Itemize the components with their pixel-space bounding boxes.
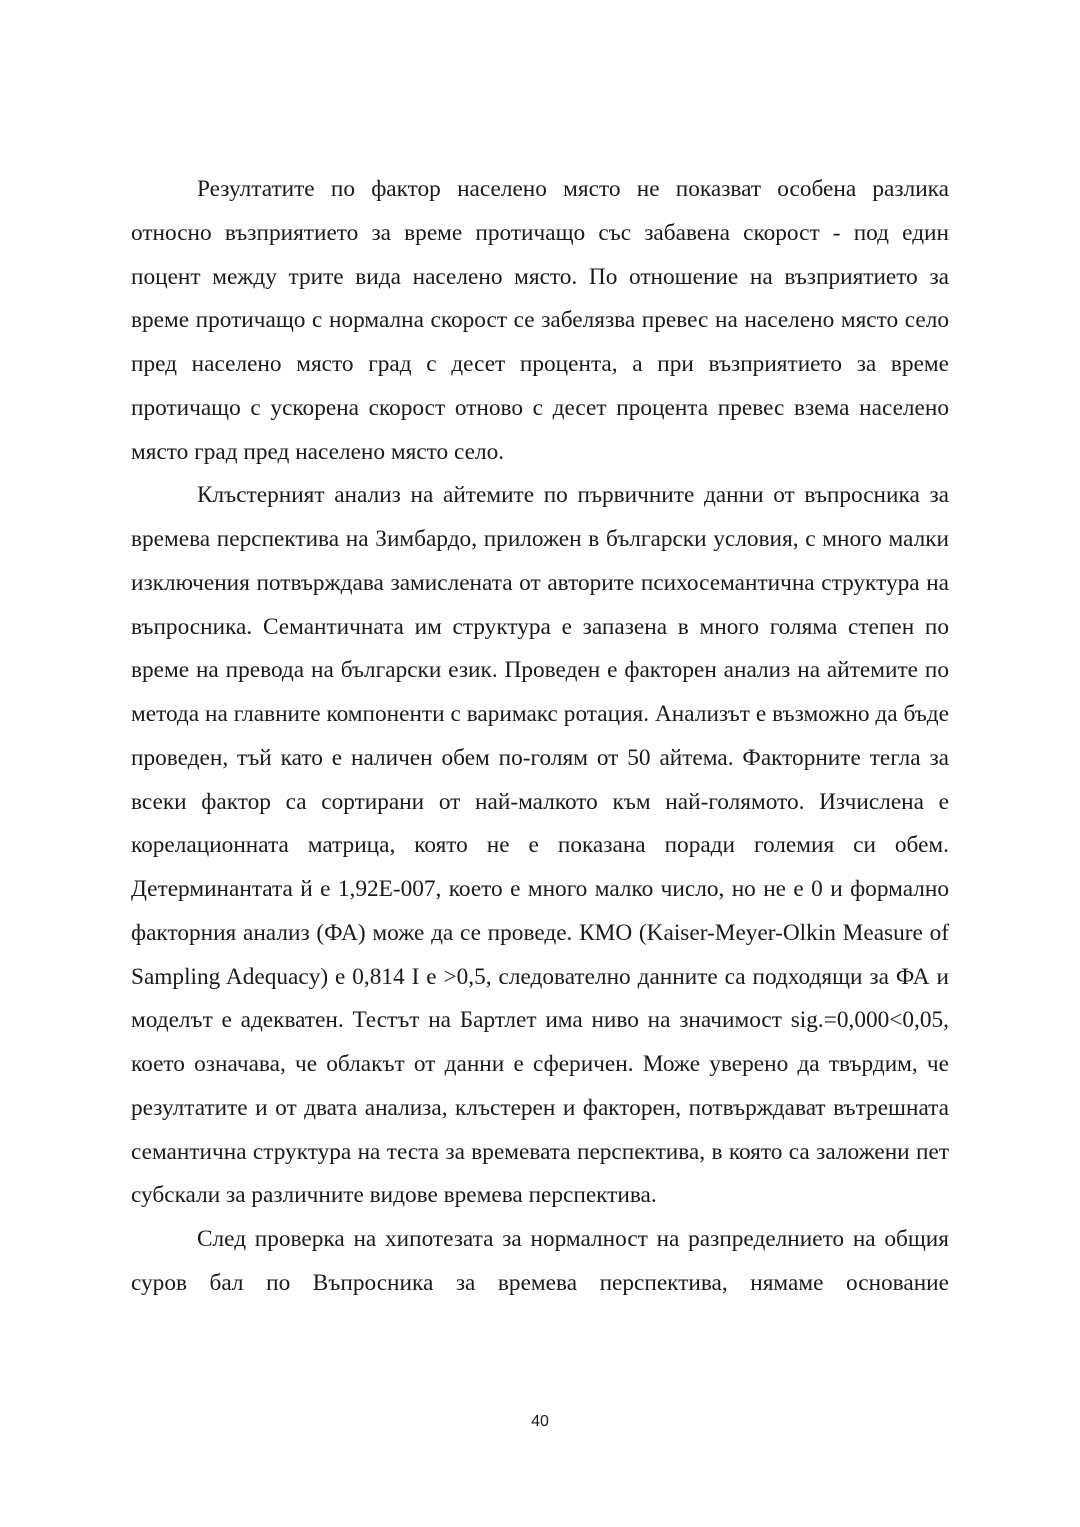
paragraph-settlement-results: Резултатите по фактор населено място не показват особена разлика относно възприятието за време протичащо със забавена скорост - под един поцент между трите вида населено място. По отношение на възприятието за време протичащо с нормална скорост се забелязва превес на населено място село пред населено място град с десет процента, а при възприятието за време протичащо с ускорена скорост отново с десет процента превес взема населено място град пред населено място село. [131, 176, 949, 465]
paragraph-cluster-factor-analysis: Клъстерният анализ на айтемите по първичните данни от въпросника за времева перспектива на Зимбардо, приложен в български условия, с много малки изключения потвърждава замислената от авторите психосемантична структура на въпросника. Семантичната им структура е запазена в много голяма степен по време на превода на български език. Проведен е факторен анализ на айтемите по метода на главните компоненти с варимакс ротация. Анализът е възможно да бъде проведен, тъй като е наличен обем по-голям от 50 айтема. Факторните тегла за всеки фактор са сортирани от най-малкото към най-голямото. Изчислена е корелационната матрица, която не е показана поради големия си обем. Детерминантата й е 1,92Е-007, което е много малко число, но не е 0 и формално факторния анализ (ФА) може да се проведе. КМО (Kaiser-Meyer-Olkin Measure of Sampling Adequacy) е 0,814 I е >0,5, следователно данните са подходящи за ФА и моделът е адекватен. Тестът на Бартлет има ниво на значимост sig.=0,000<0,05, което означава, че облакът от данни е сферичен. Може уверено да твърдим, че резултатите и от двата анализа, клъстерен и факторен, потвърждават вътрешната семантична структура на теста за времевата перспектива, в която са заложени пет субскали за различните видове времева перспектива. [131, 482, 949, 1209]
page-number: 40 [531, 1413, 549, 1430]
paragraph-normality-check: След проверка на хипотезата за нормалност на разпределнието на общия суров бал по Въпросника за времева перспектива, нямаме основание [131, 1226, 949, 1296]
body-text [131, 168, 949, 1306]
